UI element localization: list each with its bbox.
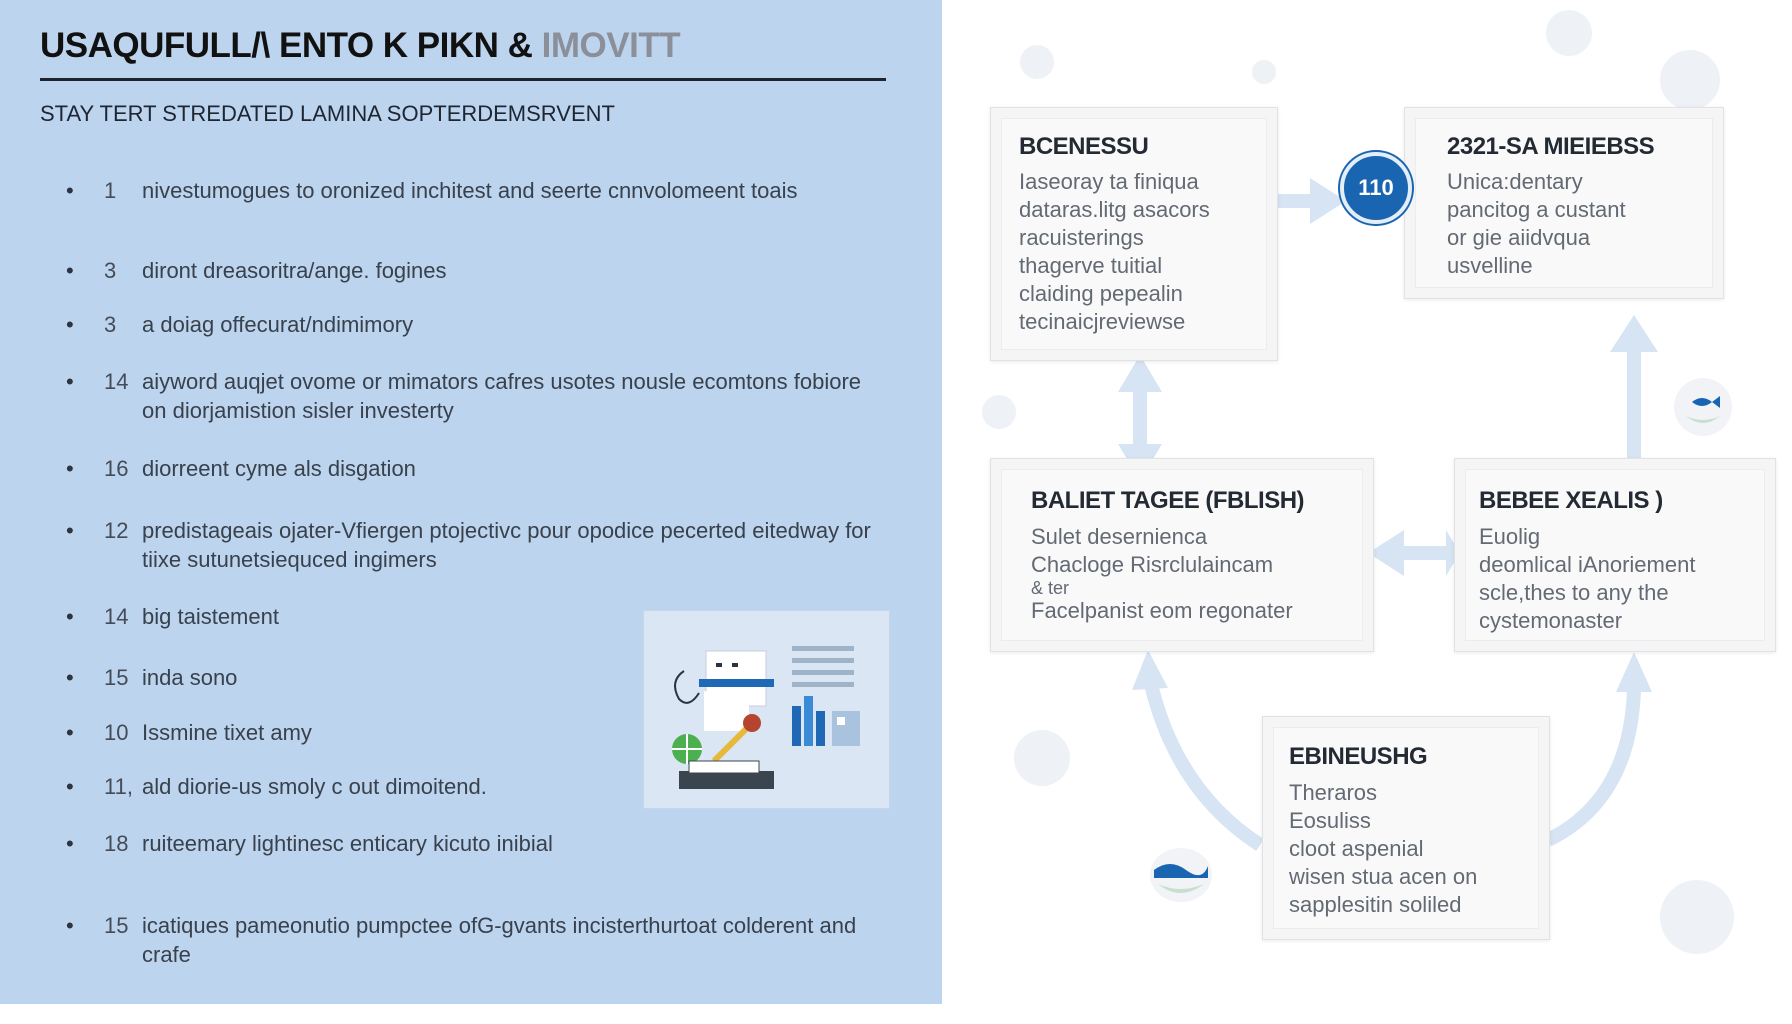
card-line: deomlical iAnoriement (1479, 552, 1696, 577)
page-title-muted: IMOVITT (541, 26, 681, 65)
card-line: pancitog a custant (1447, 197, 1626, 222)
list-item-number: 11, (104, 774, 133, 799)
card-line: Iaseoray ta finiqua (1019, 169, 1199, 194)
list-item-text: Issmine tixet amy (142, 720, 312, 745)
card-line: sapplesitin soliled (1289, 892, 1462, 917)
list-item-text: nivestumogues to oronized inchitest and seerte cnnvolomeent toais (142, 178, 798, 203)
list-item-number: 12 (104, 518, 129, 543)
bullet-icon: • (66, 178, 74, 203)
step-badge: 110 (1340, 152, 1412, 224)
list-item-number: 3 (104, 258, 117, 283)
card-line: racuisterings (1019, 225, 1144, 250)
card-line: Theraros (1289, 780, 1378, 805)
list-item-text: ald diorie-us smoly c out dimoitend. (142, 774, 487, 799)
card-line: usvelline (1447, 253, 1533, 278)
card-line: Eosuliss (1289, 808, 1371, 833)
curve-arrow-left-head (1132, 650, 1168, 690)
bullet-icon: • (66, 258, 74, 283)
bullet-icon: • (66, 518, 74, 543)
card-body (1447, 168, 1626, 280)
list-item-number: 16 (104, 456, 129, 481)
list-item-number: 1 (104, 178, 117, 203)
card-body (1031, 523, 1293, 625)
curve-arrow-left (1150, 680, 1260, 845)
list-item-number: 14 (104, 604, 129, 629)
card-title: EBINEUSHG (1289, 743, 1428, 770)
wave-icon (1150, 848, 1212, 902)
card-line: Unica:dentary (1447, 169, 1583, 194)
card-line: or gie aiidvqua (1447, 225, 1591, 250)
bullet-icon: • (66, 456, 74, 481)
card-line: scle,thes to any the (1479, 580, 1669, 605)
list-item-text: icatiques pameonutio pumpctee ofG-gvants incisterthurtoat colderent and crafe (142, 913, 857, 967)
process-card (1262, 716, 1550, 940)
card-line: & ter (1031, 578, 1070, 598)
card-line: Euolig (1479, 524, 1541, 549)
arrow-double-shaft (1133, 388, 1147, 448)
list-item-text: ruiteemary lightinesc enticary kicuto inibial (142, 831, 553, 856)
curve-arrow-right-head (1616, 652, 1652, 692)
card-title: BEBEE XEALIS ) (1479, 487, 1663, 514)
arrow-up-head (1610, 315, 1658, 352)
bullet-icon: • (66, 720, 74, 745)
list-item-number: 15 (104, 665, 129, 690)
list-item-number: 14 (104, 369, 129, 394)
card-line: Facelpanist eom regonater (1031, 598, 1293, 623)
page-subtitle: STAY TERT STREDATED LAMINA SOPTERDEMSRVENT (40, 101, 615, 126)
list-item-text: inda sono (142, 665, 238, 690)
bullet-icon: • (66, 774, 74, 799)
bullet-icon: • (66, 913, 74, 938)
curve-arrow-right (1548, 690, 1634, 840)
card-line: claiding pepealin (1019, 281, 1183, 306)
wave-icon-graphic (1150, 848, 1212, 902)
card-title: BALIET TAGEE (FBLISH) (1031, 487, 1305, 514)
list-item-number: 15 (104, 913, 129, 938)
fish-icon-graphic (1674, 378, 1732, 436)
bullet-icon: • (66, 604, 74, 629)
list-item-text: diront dreasoritra/ange. fogines (142, 258, 447, 283)
bullet-icon: • (66, 369, 74, 394)
card-title: 2321-SA MIEIEBSS (1447, 133, 1655, 160)
list-item-text: aiyword auqjet ovome or mimators cafres usotes nousle ecomtons fobiore on diorjamistion sisler investerty (142, 369, 862, 423)
card-body (1289, 779, 1477, 919)
bullet-icon: • (66, 312, 74, 337)
card-line: Chacloge Risrclulaincam (1031, 552, 1274, 577)
list-item-number: 3 (104, 312, 117, 337)
process-card (1454, 458, 1776, 652)
card-body (1019, 168, 1210, 336)
process-card (990, 458, 1374, 652)
process-card (1404, 107, 1724, 299)
list-item-text: a doiag offecurat/ndimimory (142, 312, 414, 337)
card-body (1479, 523, 1695, 635)
card-line: cystemonaster (1479, 608, 1623, 633)
card-line: dataras.litg asacors (1019, 197, 1210, 222)
card-line: wisen stua acen on (1289, 864, 1478, 889)
card-line: tecinaicjreviewse (1019, 309, 1186, 334)
card-title: BCENESSU (1019, 133, 1149, 160)
list-item-number: 10 (104, 720, 129, 745)
list-item-text: diorreent cyme als disgation (142, 456, 416, 481)
page-title-main: USAQUFULL/\ ENTO K PIKN & (40, 26, 533, 65)
bullet-icon: • (66, 665, 74, 690)
list-item-text: big taistement (142, 604, 279, 629)
fish-icon (1674, 378, 1732, 436)
card-line: cloot aspenial (1289, 836, 1424, 861)
list-item-number: 18 (104, 831, 129, 856)
list-item-text: predistageais ojater-Vfiergen ptojectivc pour opodice pecerted eitedway for tiixe sutunetsiequced ingimers (142, 518, 871, 572)
bullet-icon: • (66, 831, 74, 856)
arrow-up-shaft (1627, 350, 1641, 460)
process-card (990, 107, 1278, 361)
card-line: thagerve tuitial (1019, 253, 1163, 278)
arrow-right-shaft (1278, 194, 1314, 208)
arrow-left-shaft (1400, 546, 1450, 560)
card-line: Sulet desernienca (1031, 524, 1208, 549)
